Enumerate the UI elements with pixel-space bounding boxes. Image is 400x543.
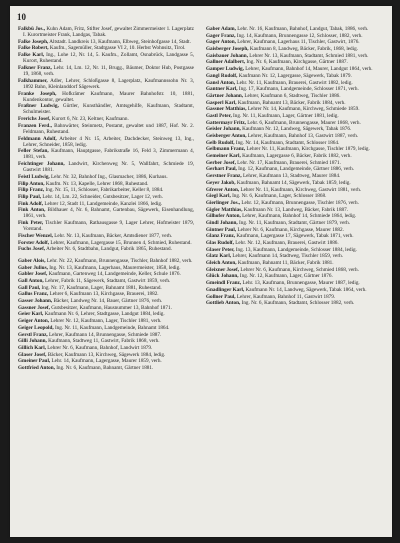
entry-text: Ing. Nr. 6, Kaufmann, Stadtamt, Schlosser 1882, verh. <box>240 300 355 307</box>
entry-name: Glück Johann, <box>206 273 239 280</box>
entry-text: Ing. Nr. 12, Kaufmann, Lager, Gärtner 1876. <box>238 273 333 280</box>
directory-entry <box>206 180 382 186</box>
entry-name: Franzen Ferd., <box>18 122 52 129</box>
entry-name: Gaisberger Joseph, <box>206 46 249 53</box>
directory-entry <box>206 93 382 99</box>
entry-name: Fink Adolf, <box>18 200 44 207</box>
directory-entry <box>18 207 194 219</box>
entry-text: Ing. Nr. 11, Kaufmann, Stadtamt, Gärtner 1879, verh. <box>237 219 351 226</box>
entry-text: Lehr. Nr. 16, Kaufmann, Bahnhof, Landgut, Tabak, 1886, verh. <box>235 26 369 32</box>
entry-name: Geier Karl, <box>18 311 44 318</box>
entry-text: Gürtler, Kunsthändler, Amtsgehilfe, Kaufmann, Stadtamt, Schulmeister. <box>23 103 194 116</box>
directory-entry <box>206 280 382 286</box>
entry-text: Kaufmann Nr. 14, Landweg, Sägewerk, Tabak 1864, verh. <box>244 286 367 293</box>
directory-entry <box>206 100 382 106</box>
entry-text: Lehrer Nr. 13, Kaufmann, Stadtamt, Schmied 1881, verh. <box>248 52 369 59</box>
entry-text: Kaufm. Nr. 13, Kapelle, Lehrer 1868, Ruhestand. <box>44 180 149 187</box>
entry-text: Lehrer, Kaufmann 14, Brunnengasse, Schmiede 1887. <box>47 331 162 338</box>
directory-entry <box>18 220 194 232</box>
entry-name: Gall Anton, <box>18 278 44 284</box>
directory-entry <box>18 26 194 38</box>
directory-entry <box>18 240 194 246</box>
entry-name: Gallus Franz, <box>18 291 49 298</box>
entry-text: Landwirt, Kirchenweg Nr. 5, Wallfahrt, Schmiede 19, Gastwirt 1881. <box>23 161 194 174</box>
entry-text: Ing. Nr. 14, Kaufmann, Stadtamt, Schlosser 1864. <box>234 139 340 146</box>
entry-text: Kaufmann Nr. 12, Lagergasse, Sägewerk, Tabak 1879. <box>237 72 352 79</box>
directory-entry <box>206 59 382 65</box>
directory-entry <box>206 153 382 159</box>
directory-entry <box>18 201 194 207</box>
entry-name: Filip Franz, <box>18 187 45 194</box>
entry-text: Lehr. 14, Kaufmann, Lagergasse, Maurer 1859, verh. <box>50 358 162 365</box>
directory-entry <box>18 345 194 351</box>
directory-entry <box>18 45 194 51</box>
entry-text: Lehrer 6, Kaufmann 13, Kirchgasse, Brauerei, 1882. <box>48 291 159 298</box>
directory-entry <box>206 200 382 206</box>
directory-entry <box>206 66 382 72</box>
left-column <box>18 26 194 534</box>
entry-name: Gmeiner Paul, <box>18 358 51 365</box>
entry-text: Lehr. Nr. 22, Kaufmann, Brunnengasse, Tischler, Bahnhof 1882, verh. <box>45 257 193 264</box>
entry-text: Lehrer, Kaufmann, Bahnhof 11, Gastwirt 1879. <box>235 293 336 300</box>
entry-text: Bildhauer 4, Nr. 6, Bahnamt, Gartenbau, Sägewerk, Eisenhandlung, 1861, verh. <box>23 207 194 220</box>
directory-entry <box>206 120 382 126</box>
entry-name: Gerstner Franz, <box>206 173 242 180</box>
entry-name: Giegl Karl, <box>206 193 231 200</box>
directory-entry <box>18 91 194 103</box>
entry-name: Gleich Anton, <box>206 260 237 267</box>
directory-entry <box>18 278 194 284</box>
entry-name: Feichtinger Johann, <box>18 161 65 168</box>
entry-text: Lehr. 13, Kaufmann, Brunnengasse, Maurer 1887, ledig. <box>241 280 360 287</box>
entry-name: Gassner Josef, <box>18 304 50 311</box>
entry-text: Lehrer, Kaufmann, Lagergasse 15, Brunnen 4, Schmied, Ruhestand. <box>49 239 192 246</box>
entry-name: Gierlinger Jos., <box>206 199 241 206</box>
entry-text: Ing. 12, Kaufmann, Landgemeinde, Gärtner 1886, verh. <box>236 166 354 173</box>
entry-text: Ing. Nr. 17, Kaufmann, Lager, Bahnamt 1881, Ruhestand. <box>40 284 162 291</box>
entry-name: Gamper Ludwig, <box>206 66 244 73</box>
entry-name: Falke Joseph, <box>18 38 49 45</box>
entry-text: Lehr. Nr. 11, Kaufmann, Brauerei, Gastwirt 1882, ledig. <box>235 79 353 86</box>
directory-entry <box>18 258 194 264</box>
entry-name: Gaisbauer Johann, <box>206 52 248 59</box>
directory-entry <box>18 136 194 148</box>
entry-text: Ing. Nr. 6, Kaufmann, Lager, Schlosser 1868. <box>230 193 327 200</box>
directory-entry <box>18 123 194 135</box>
right-column <box>206 26 382 534</box>
directory-entry <box>18 103 194 115</box>
directory-entry <box>206 294 382 300</box>
entry-name: Gollner Paul, <box>206 293 236 300</box>
directory-page <box>10 6 392 537</box>
directory-entry <box>206 273 382 279</box>
entry-text: Ing. Nr. 6, Kaufmann, Bahnamt, Gärtner 1881. <box>54 364 154 371</box>
entry-name: Gantner Karl, <box>206 86 238 93</box>
entry-name: Gmeindl Franz, <box>206 280 242 287</box>
entry-name: Gerber Josef, <box>206 159 236 166</box>
entry-name: Falkner Franz, <box>18 64 52 71</box>
directory-entry <box>18 358 194 364</box>
entry-text: Lehrer Nr. 12, Kaufmann, Lager, Tischler 1881, verh. <box>49 318 162 325</box>
entry-name: Gerhart Paul, <box>206 166 237 173</box>
directory-entry <box>206 39 382 45</box>
directory-entry <box>18 174 194 180</box>
entry-name: Gelbmann Franz, <box>206 146 246 153</box>
entry-text: Lehrer Nr. 6, Kaufmann, Kirchgasse, Maurer 1882. <box>236 226 344 233</box>
entry-name: Geisberger Anton, <box>206 133 247 139</box>
directory-entry <box>206 166 382 172</box>
entry-name: Filip Anton, <box>18 180 45 187</box>
entry-text: Ing., Lohe 12, Nr. 14, 5. Kaufm., Zollamt, Osnabrück, Landgasse 5, Kurort, Ruhestand. <box>23 52 194 65</box>
directory-entry <box>18 78 194 90</box>
entry-text: Arbeiter Nr. 6, Stadtbahn, Landgut, Fabrik 1865, Ruhestand. <box>45 246 172 253</box>
directory-entry <box>206 207 382 213</box>
entry-name: Geiger Leopold, <box>18 324 54 331</box>
entry-name: Falkhammer, <box>18 77 48 84</box>
entry-text: Kaufmann Nr. 13, Landweg, Bäcker, Fabrik 1887. <box>242 206 349 213</box>
entry-name: Gottfried Anton, <box>18 364 55 371</box>
entry-text: Lehr. Nr. 17, Kaufmann, Brauerei, Schmied 1871. <box>235 159 341 166</box>
entry-name: Gindl Johann, <box>206 219 238 226</box>
entry-text: Lehr. 12, Kaufmann, Brunnengasse, Tischler 1876, verh. <box>240 199 359 206</box>
directory-entry <box>18 194 194 200</box>
directory-entry <box>18 39 194 45</box>
directory-entry <box>206 253 382 259</box>
directory-entry <box>206 300 382 306</box>
directory-entry <box>18 318 194 324</box>
entry-text: Ing. Nr. 6, Kaufmann, Kirchgasse, Gärtner 1887. <box>245 59 348 66</box>
directory-entry <box>18 65 194 77</box>
directory-entry <box>206 126 382 132</box>
entry-text: Ing. 17, Kaufmann, Landgemeinde, Schlosser 1871, verh. <box>237 86 359 93</box>
directory-entry <box>18 352 194 358</box>
entry-name: Gangl Rudolf, <box>206 72 238 79</box>
entry-text: Kaufmann Nr. 6, Lehrer, Stadtgasse, Landgut 1884, ledig. <box>43 311 165 318</box>
entry-name: Gerstl Franz, <box>18 331 48 338</box>
entry-name: Glas Rudolf, <box>206 240 234 246</box>
entry-name: Gaber Alois, <box>18 257 46 264</box>
entry-text: Lehr. 14, Lm. 12, Nr. 11, Brugg., Bäumer, Doktor Hub, Postgasse 19, 1868, verh. <box>23 64 194 78</box>
entry-text: Kaufmann, Bahnamt 13, Bäcker, Fabrik 1884, verh. <box>236 99 346 106</box>
entry-text: Lehr. 14, Lm. 22, Schneider, Gutsbesitzer, Lager 12, verh. <box>41 193 163 200</box>
directory-entry <box>206 140 382 146</box>
entry-text: Altstadt. Landkreis 13, Kaufmann, Elbweg, Steinhofgasse 14, Stadt. <box>48 38 191 45</box>
entry-text: Kaufmann 8, Landweg, Bäcker, Fabrik, 1868, ledig. <box>248 46 358 53</box>
directory-entry <box>206 287 382 293</box>
entry-name: Gallner Adalbert, <box>206 59 246 66</box>
entry-text: Ing. 14, Kaufmann, Brunnengasse 12, Schlosser, 1882, verh. <box>235 32 363 39</box>
directory-entry <box>206 26 382 32</box>
directory-entry <box>206 106 382 112</box>
entry-name: Gall Paul, <box>18 284 41 291</box>
entry-name: Gottlieb Anton, <box>206 300 241 307</box>
directory-entry <box>206 233 382 239</box>
entry-text: Lehrer Nr. 14, Kaufmann, Kirchweg, Schmiede 1859. <box>246 106 360 113</box>
directory-entry <box>206 247 382 253</box>
directory-entry <box>18 246 194 252</box>
directory-entry <box>206 267 382 273</box>
directory-entry <box>18 338 194 344</box>
entry-name: Gilli Johann, <box>18 338 47 345</box>
entry-name: Gaber Julius, <box>18 264 48 271</box>
directory-entry <box>18 52 194 64</box>
entry-text: Lehr. 6, Kaufmann, Brunnengasse, Maurer 1868, verh. <box>245 119 361 126</box>
entry-text: Lehrer, Kaufmann, Lagerhaus 11, Tischler, Gastwirt, 1876. <box>235 39 360 46</box>
directory-entry <box>18 291 194 297</box>
entry-name: Geisler Johann, <box>206 126 241 133</box>
entry-name: Gfrerer Anton, <box>206 186 240 193</box>
directory-entry <box>206 73 382 79</box>
entry-text: Kaufmann, Lagergasse 6, Bäcker, Fabrik 1882, verh. <box>240 153 352 160</box>
entry-text: Lehr. Nr. 12, Kaufmann, Brauerei, Gastwirt 1886. <box>233 240 339 246</box>
entry-name: Frerichs Josef, <box>18 116 51 123</box>
entry-text: Adler, Lehrer, Schloßgasse 8, Lagerplatz, Kaufmannssohn Nr. 3, 1892 Bahn, Kleinlanddorf Sägewerk. <box>23 77 194 90</box>
entry-name: Gelb Rudolf, <box>206 139 235 146</box>
entry-name: Gemeiner Karl, <box>206 153 241 160</box>
entry-name: Feller Stefan, <box>18 148 49 155</box>
directory-entry <box>206 160 382 166</box>
entry-name: Gärtner Johann, <box>206 92 244 99</box>
entry-text: Lehrer, Kaufmann, Bahnhof 14, Schmiede 1864, ledig. <box>240 213 357 220</box>
entry-name: Geiger Anton, <box>18 318 50 325</box>
entry-text: Tischler Kaufmann, Rathausgasse 9, Lager Lehrer, Hofmeister 1879, Vorstand. <box>23 220 194 233</box>
directory-entry <box>18 305 194 311</box>
entry-name: Geyer Jakob, <box>206 179 236 186</box>
entry-text: Kaufmann, Bahnamt 14, Sägewerk, Tabak 1859, ledig. <box>235 179 351 186</box>
directory-entry <box>18 181 194 187</box>
entry-text: Lehrer, Kaufmann, Bahnhof 13, Gastwirt 1887, verh. <box>246 133 359 139</box>
entry-text: Kaufmann, Lagergasse 17, Sägewerk, Tabak 1871, verh. <box>235 233 354 240</box>
entry-name: Gnadlinger Karl, <box>206 286 245 293</box>
entry-name: Forster Adolf, <box>18 239 50 246</box>
directory-entry <box>18 325 194 331</box>
entry-name: Gilhofer Anton, <box>206 213 241 220</box>
directory-entry <box>18 365 194 371</box>
entry-text: Bahnwärter, Steinmetz, Postamt, gewaltet und 1887, Hof. Nr. 2. Feldmann, Ruhestand. <box>23 122 194 135</box>
entry-name: Glatz Karl, <box>206 253 232 260</box>
entry-text: Kaufmann, Stadtweg 11, Gastwirt, Fabrik 1868, verh. <box>46 338 160 345</box>
entry-name: Filip Paul, <box>18 193 42 200</box>
entry-text: Lehrer, Kaufmann 14, Stadtweg, Tischler 1859, verh. <box>231 253 343 260</box>
entry-name: Gasser Johann, <box>18 298 53 305</box>
directory-entry <box>18 233 194 239</box>
entry-text: Ing. Nr. 11, Kaufmann, Lager, Gärtner 1881, ledig. <box>231 112 339 119</box>
entry-text: Kaufmann, Bahnamt 11, Bäcker, Fabrik 1881. <box>236 260 334 267</box>
entry-text: Lehr. Nr. 13, Kaufmann, Bäcker, Amtsdiener 1877, verh. <box>52 232 173 239</box>
directory-entry <box>18 271 194 277</box>
entry-text: Lehrer Nr. 11, Kaufmann, Kirchweg, Gastwirt 1881, verh. <box>239 186 362 193</box>
directory-entry <box>206 133 382 139</box>
entry-name: Glaser Josef, <box>18 351 47 358</box>
directory-entry <box>206 213 382 219</box>
directory-entry <box>206 80 382 86</box>
entry-text: Kurort 6, Nr. 23, Keltner, Kaufmann. <box>50 116 129 123</box>
entry-name: Gillich Karl, <box>18 344 46 351</box>
directory-entry <box>206 220 382 226</box>
entry-name: Feldmann Adolf, <box>18 135 57 142</box>
entry-name: Gigler Matthias, <box>206 206 243 213</box>
entry-name: Feistl Ludwig, <box>18 173 50 180</box>
entry-text: Kaufmann, Hauptgasse, Fabrikstraße 16, Feld 3, Zimmermann 4, 1881, verh. <box>23 148 194 161</box>
entry-text: Kaufmann Nr. 12, Landweg, Sägewerk, Tabak 1876. <box>240 126 352 133</box>
directory-entry <box>206 187 382 193</box>
entry-name: Falke Karl, <box>18 52 45 59</box>
entry-name: Franke Joseph, <box>18 90 57 97</box>
directory-entry <box>18 332 194 338</box>
entry-name: Gassner Matthias, <box>206 106 247 113</box>
entry-name: Fuchs Josef, <box>18 246 46 253</box>
entry-name: Fraßner Ludwig, <box>18 103 59 110</box>
directory-entry <box>206 173 382 179</box>
entry-text: Hofkrämer Kaufmann, Maurer Bahnhofstr. 10, 1881, Kundenkontor, gewaltet. <box>23 90 194 103</box>
directory-entry <box>18 298 194 304</box>
entry-name: Gintner Paul, <box>206 226 237 233</box>
entry-name: Gleixner Josef, <box>206 266 240 273</box>
entry-text: Kaufmann, Gartenweg 14, Landgemeinde, Keller, Schule 1876. <box>47 271 181 278</box>
entry-name: Gager Franz, <box>206 32 236 39</box>
directory-entry <box>18 285 194 291</box>
directory-entry <box>206 227 382 233</box>
entry-text: Bäcker, Landweg Nr. 14, Bauer, Gärtner 1876, verh. <box>52 298 163 305</box>
directory-entry <box>18 116 194 122</box>
entry-text: Lehr. Nr. 32, Bahnhof Ing., Glasmacher, 1886, Kurhaus. <box>49 173 168 180</box>
directory-entry <box>206 146 382 152</box>
entry-text: Lehrer, Kaufmann 6, Stadtweg, Tischler 1886. <box>243 92 341 99</box>
entry-text: Arbeiter 4 Nr. 15, Arbeiter, Dachdecker, Steinweg 13, Ing., Lehrer, Schneider, 1858, ledig. <box>23 135 194 148</box>
directory-entry <box>18 148 194 160</box>
directory-entry <box>18 311 194 317</box>
directory-entry <box>206 260 382 266</box>
entry-text: Lehrer, Kaufmann, Bahnhof 14, Maurer, Landgut 1864, verh. <box>243 66 373 73</box>
directory-entry <box>206 113 382 119</box>
entry-text: Ing. Nr. 13, Kaufmann, Lagerhaus, Maurermeister, 1858, ledig. <box>47 264 181 271</box>
entry-name: Gasperl Karl, <box>206 99 237 106</box>
entry-text: Ing. Nr. 11, Kaufmann, Landgemeinde, Bahnamt 1864. <box>53 324 170 331</box>
directory-entry <box>18 265 194 271</box>
entry-text: Lehrer Nr. 6, Kaufmann, Bahnhof, Landwirt 1879. <box>45 344 153 351</box>
entry-name: Gager Anton, <box>206 39 236 46</box>
entry-text: Ing. Nr. 15, 11, Schlosser, Fabrikarbeiter, Keller 8, 1884. <box>44 187 164 194</box>
directory-entry <box>206 53 382 59</box>
entry-text: Kaufm., Sagemüller, Stadtgasse VI 2, 10. Herbst Wohnsitz, Tirol. <box>48 45 186 52</box>
entry-text: Gutsbesitzer, Kaufmann, Hausnummer 13, Bahnhof 1871. <box>49 304 172 311</box>
entry-name: Gastl Peter, <box>206 112 232 119</box>
entry-text: Lehrer 12, Stadt 11, Landgemeinde, Kanzlei 1866, ledig. <box>43 200 163 207</box>
entry-name: Fink Peter, <box>18 220 44 227</box>
entry-name: Gattermayr Fritz, <box>206 119 246 126</box>
entry-text: Bäcker, Kaufmann 13, Kirchweg, Sägewerk 1884, ledig. <box>46 351 166 358</box>
entry-name: Fink Anton, <box>18 207 46 214</box>
entry-name: Falkbü Jos., <box>18 26 46 32</box>
entry-name: Falke Robert, <box>18 45 49 52</box>
entry-name: Glaser Peter, <box>206 246 235 253</box>
entry-name: Fischer Wenzel, <box>18 232 53 239</box>
entry-name: Glanz Franz, <box>206 233 236 240</box>
directory-entry <box>206 33 382 39</box>
entry-text: Lehrer, Kaufmann 13, Stadtweg, Maurer 1884. <box>241 173 341 180</box>
directory-entry <box>206 240 382 246</box>
directory-entry <box>206 46 382 52</box>
entry-text: Kuhn Adam, Fritz, Stifter Josef, gewaltet Zimmermeister 1. Lagerplatz I. Kurortmeister Frank, Landgas, Tabak. <box>23 26 194 39</box>
entry-name: Gansl Anton, <box>206 79 236 86</box>
directory-entry <box>18 187 194 193</box>
page-number: 10 <box>17 12 26 22</box>
directory-entry <box>206 193 382 199</box>
directory-entry <box>18 161 194 173</box>
entry-text: Lehrer Nr. 6, Kaufmann, Kirchweg, Schmied 1868, verh. <box>239 266 359 273</box>
entry-name: Gabler Josef, <box>18 271 48 278</box>
entry-text: Lehrer, Fabrik 11, Sägewerk, Stadtamt, Gastwirt 1859, verh. <box>43 278 171 284</box>
entry-name: Gaber Adam, <box>206 26 236 32</box>
entry-text: Lehrer Nr. 11, Kaufmann, Kirchgasse, Tischler 1879, ledig. <box>245 146 370 153</box>
directory-entry <box>206 86 382 92</box>
entry-text: Ing. 13, Kaufmann, Landgemeinde, Schlosser 1884, ledig. <box>234 246 357 253</box>
